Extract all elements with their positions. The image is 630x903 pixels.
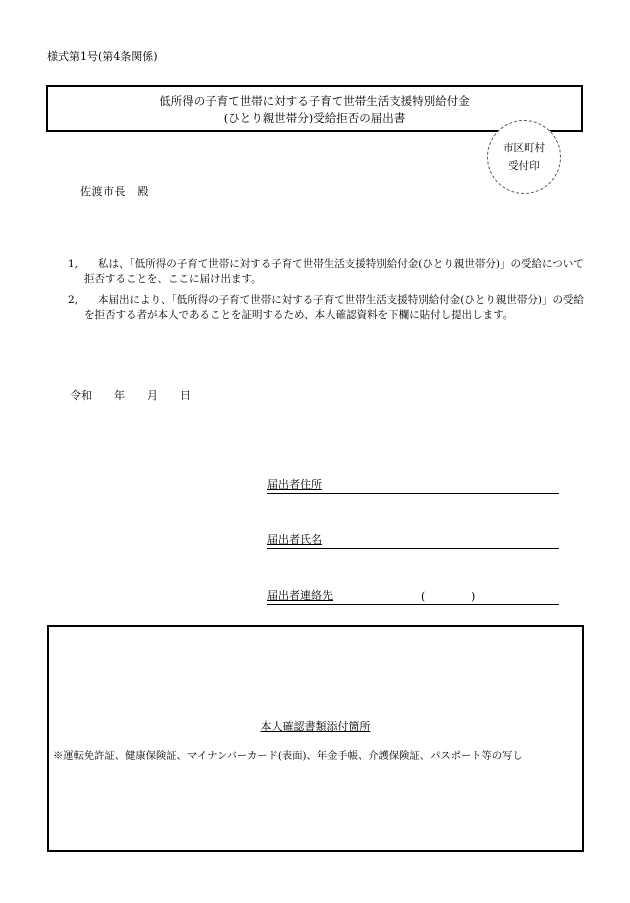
document-title-line-2: (ひとり親世帯分)受給拒否の届出書 bbox=[223, 111, 406, 125]
stamp-label-line-1: 市区町村 bbox=[503, 142, 545, 154]
attachment-note: ※運転免許証、健康保険証、マイナンバーカード(表面)、年金手帳、介護保険証、パスポート等の写し bbox=[53, 750, 523, 762]
submission-date-line: 令和 年 月 日 bbox=[70, 389, 191, 402]
clause-1 bbox=[68, 257, 588, 287]
applicant-address-label: 届出者住所 bbox=[267, 478, 322, 491]
addressee: 佐渡市長 殿 bbox=[80, 185, 149, 198]
applicant-address-field[interactable] bbox=[267, 478, 559, 494]
document-title-line-1: 低所得の子育て世帯に対する子育て世帯生活支援特別給付金 bbox=[159, 94, 470, 108]
id-document-attachment-box bbox=[47, 625, 584, 852]
clause-1-text: 私は、「低所得の子育て世帯に対する子育て世帯生活支援特別給付金(ひとり親世帯分)」の受給について拒否することを、ここに届け出ます。 bbox=[84, 258, 584, 285]
contact-paren-close: ) bbox=[471, 590, 476, 603]
applicant-name-label: 届出者氏名 bbox=[267, 533, 322, 546]
applicant-name-field[interactable] bbox=[267, 533, 559, 549]
attachment-title: 本人確認書類添付箇所 bbox=[260, 720, 371, 733]
reception-stamp-area bbox=[487, 120, 561, 194]
form-number: 様式第1号(第4条関係) bbox=[47, 50, 158, 63]
clause-1-number: 1, bbox=[68, 258, 79, 270]
clause-2 bbox=[68, 293, 588, 338]
contact-paren-open: ( bbox=[421, 590, 426, 603]
document-title-box bbox=[46, 85, 583, 132]
applicant-contact-label: 届出者連絡先 bbox=[267, 589, 333, 602]
applicant-contact-field[interactable] bbox=[267, 589, 559, 605]
clause-2-text: 本届出により、「低所得の子育て世帯に対する子育て世帯生活支援特別給付金(ひとり親世帯分)」の受給を拒否する者が本人であることを証明するため、本人確認資料を下欄に貼付し提出します。 bbox=[84, 294, 584, 321]
stamp-label-line-2: 受付印 bbox=[508, 160, 540, 172]
clause-2-number: 2, bbox=[68, 294, 79, 306]
